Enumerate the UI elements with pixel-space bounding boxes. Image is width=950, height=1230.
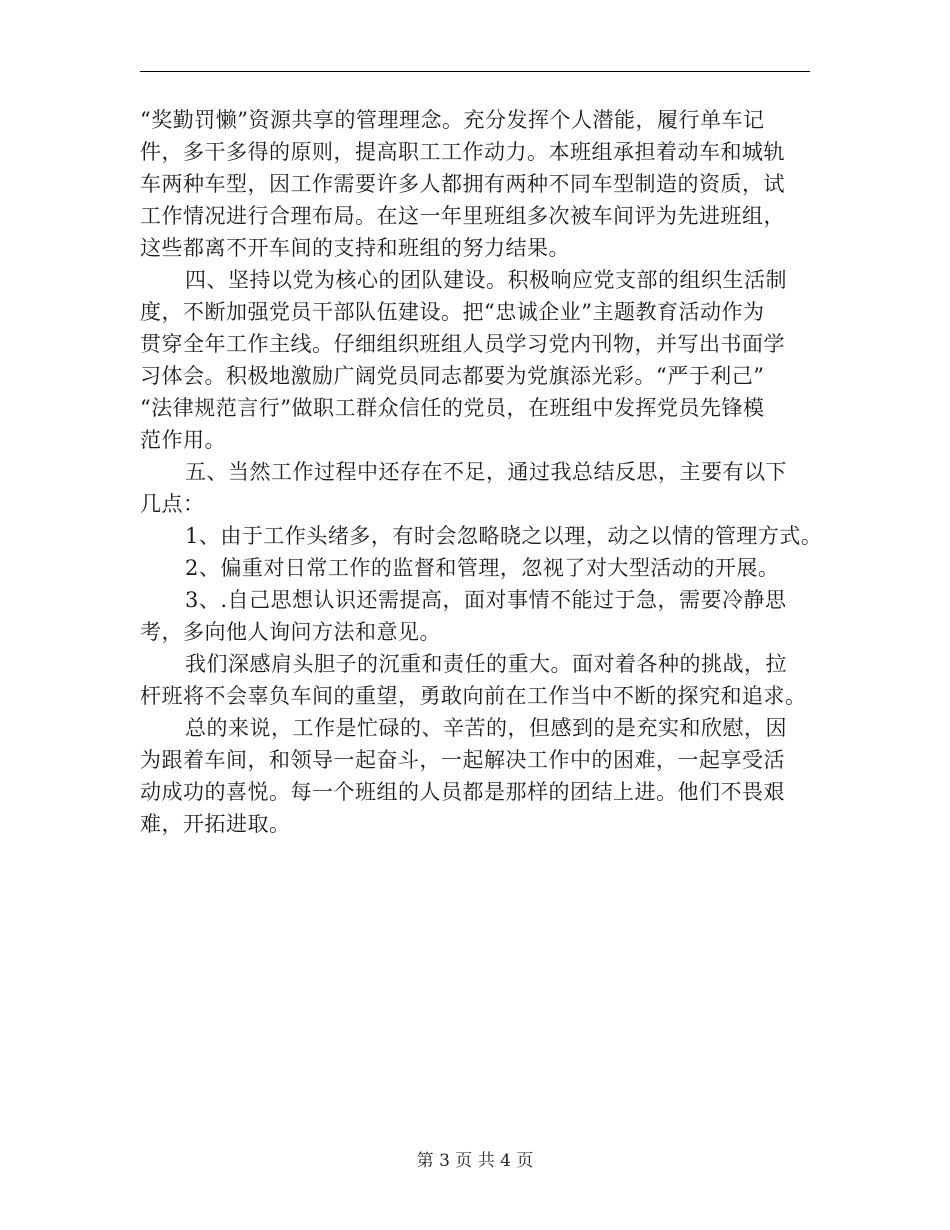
text-line: 几点： [140,492,205,516]
text-line: 度，不断加强党员干部队伍建设。把“忠诚企业”主题教育活动作为 [140,300,765,324]
list-item-line: 3、.自己思想认识还需提高，面对事情不能过于急，需要冷静思 [185,588,787,612]
list-item-line: 1、由于工作头绪多，有时会忽略晓之以理，动之以情的管理方式。 [185,524,823,548]
document-body [140,104,823,840]
text-line: 习体会。积极地激励广阔党员同志都要为党旗添光彩。“严于利己” [140,364,765,388]
text-line: 为跟着车间，和领导一起奋斗，一起解决工作中的困难，一起享受活 [140,748,785,772]
text-line: 难，开拓进取。 [140,812,291,836]
text-line: 工作情况进行合理布局。在这一年里班组多次被车间评为先进班组， [140,204,785,228]
paragraph-start-line: 五、当然工作过程中还存在不足，通过我总结反思，主要有以下 [185,460,787,484]
text-line: 件，多干多得的原则，提高职工工作动力。本班组承担着动车和城轨 [140,140,785,164]
text-line: 考，多向他人询问方法和意见。 [140,620,441,644]
text-line: 贯穿全年工作主线。仔细组织班组人员学习党内刊物，并写出书面学 [140,332,785,356]
header-rule [140,71,810,72]
text-line: 车两种车型，因工作需要许多人都拥有两种不同车型制造的资质，试 [140,172,785,196]
text-line: 范作用。 [140,428,226,452]
paragraph-start-line: 总的来说，工作是忙碌的、辛苦的，但感到的是充实和欣慰，因 [185,716,787,740]
text-line: 这些都离不开车间的支持和班组的努力结果。 [140,236,570,260]
list-item-line: 2、偏重对日常工作的监督和管理，忽视了对大型活动的开展。 [185,556,780,580]
paragraph-start-line: 四、坚持以党为核心的团队建设。积极响应党支部的组织生活制 [185,268,787,292]
text-line: 动成功的喜悦。每一个班组的人员都是那样的团结上进。他们不畏艰 [140,780,785,804]
paragraph-start-line: 我们深感肩头胆子的沉重和责任的重大。面对着各种的挑战，拉 [185,652,787,676]
text-line: “奖勤罚懒”资源共享的管理理念。充分发挥个人潜能，履行单车记 [140,108,765,132]
page-number-footer: 第 3 页 共 4 页 [416,1151,534,1171]
text-line: 杆班将不会辜负车间的重望，勇敢向前在工作当中不断的探究和追求。 [140,684,807,708]
text-line: “法律规范言行”做职工群众信任的党员，在班组中发挥党员先锋模 [140,396,765,420]
